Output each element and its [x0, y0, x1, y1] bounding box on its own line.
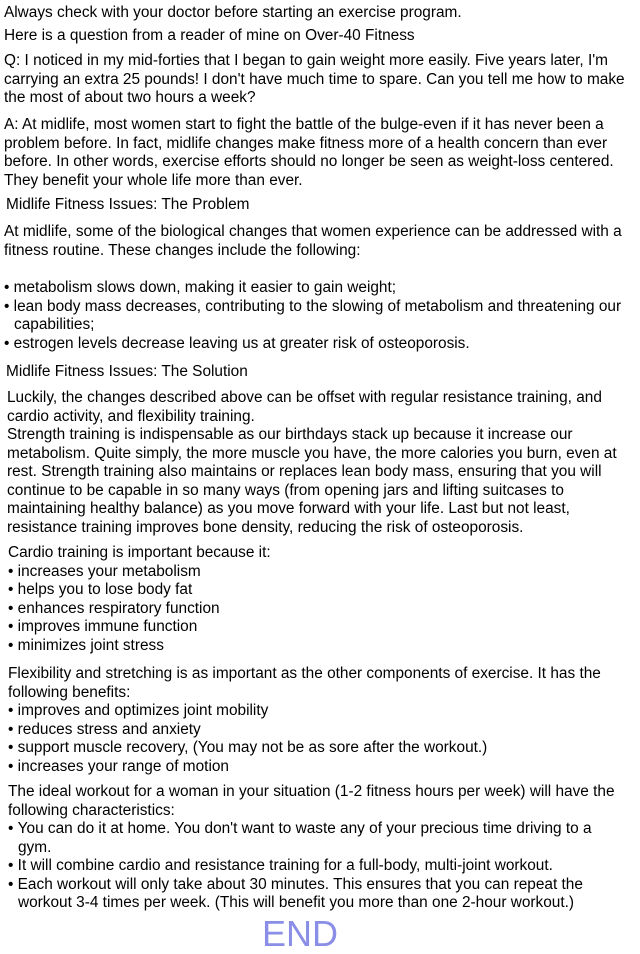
list-item: • increases your range of motion	[8, 758, 634, 777]
list-item: • support muscle recovery, (You may not be as sore after the workout.)	[8, 739, 634, 758]
ideal-intro: The ideal workout for a woman in your situation (1-2 fitness hours per week) will have the following characteristics:	[8, 783, 615, 819]
flexibility-section	[8, 665, 634, 776]
end-marker: END	[261, 913, 338, 954]
list-item: • helps you to lose body fat	[8, 581, 640, 600]
solution-heading: Midlife Fitness Issues: The Solution	[6, 363, 248, 380]
answer-paragraph: A: At midlife, most women start to fight the battle of the bulge-even if it has never been a problem before. In fact, midlife changes make fitness more of a health concern than ever before. In other words, exercise efforts should no longer be seen as weight-loss centered. They benefit your whole life more than ever.	[4, 116, 614, 189]
problem-heading: Midlife Fitness Issues: The Problem	[6, 196, 250, 213]
list-item: • Each workout will only take about 30 minutes. This ensures that you can repeat the workout 3-4 times per week. (This will benefit you more than one 2-hour workout.)	[8, 876, 620, 913]
problem-text: At midlife, some of the biological changes that women experience can be addressed with a fitness routine. These changes include the following:	[4, 223, 622, 259]
list-item: • estrogen levels decrease leaving us at greater risk of osteoporosis.	[4, 335, 624, 354]
question-paragraph: Q: I noticed in my mid-forties that I began to gain weight more easily. Five years later, I'm carrying an extra 25 pounds! I don't have much time to spare. Can you tell me how to make the most of about two hours a week?	[4, 52, 625, 106]
cardio-intro: Cardio training is important because it:	[8, 544, 271, 561]
list-item: • improves and optimizes joint mobility	[8, 702, 634, 721]
intro-line: Here is a question from a reader of mine on Over-40 Fitness	[4, 27, 415, 44]
ideal-list	[8, 820, 620, 913]
list-item: • enhances respiratory function	[8, 600, 640, 619]
list-item: • increases your metabolism	[8, 563, 640, 582]
flexibility-list	[8, 702, 634, 776]
disclaimer: Always check with your doctor before starting an exercise program.	[4, 4, 462, 21]
list-item: • minimizes joint stress	[8, 637, 640, 656]
ideal-workout-section	[8, 783, 638, 913]
list-item: • It will combine cardio and resistance training for a full-body, multi-joint workout.	[8, 857, 620, 876]
solution-text: Luckily, the changes described above can be offset with regular resistance training, and cardio activity, and flexibility training. Strength training is indispensable as our birthdays stack up because it increase our metabolism. Quite simply, the more muscle you have, the more calories you burn, even at rest. Strength training also maintains or replaces lean body mass, ensuring that you will continue to be capable in so many ways (from opening jars and lifting suitcases to maintaining healthy balance) as you move forward with your life. Last but not least, resistance training improves bone density, reducing the risk of osteoporosis.	[7, 389, 617, 536]
cardio-list	[8, 563, 640, 656]
cardio-section	[8, 544, 640, 655]
list-item: • You can do it at home. You don't want to waste any of your precious time driving to a gym.	[8, 820, 620, 857]
list-item: • metabolism slows down, making it easier to gain weight;	[4, 279, 624, 298]
list-item: • lean body mass decreases, contributing to the slowing of metabolism and threatening our capabilities;	[4, 298, 624, 335]
list-item: • reduces stress and anxiety	[8, 721, 634, 740]
flexibility-intro: Flexibility and stretching is as important as the other components of exercise. It has the following benefits:	[8, 665, 601, 701]
problem-list	[4, 279, 624, 353]
list-item: • improves immune function	[8, 618, 640, 637]
